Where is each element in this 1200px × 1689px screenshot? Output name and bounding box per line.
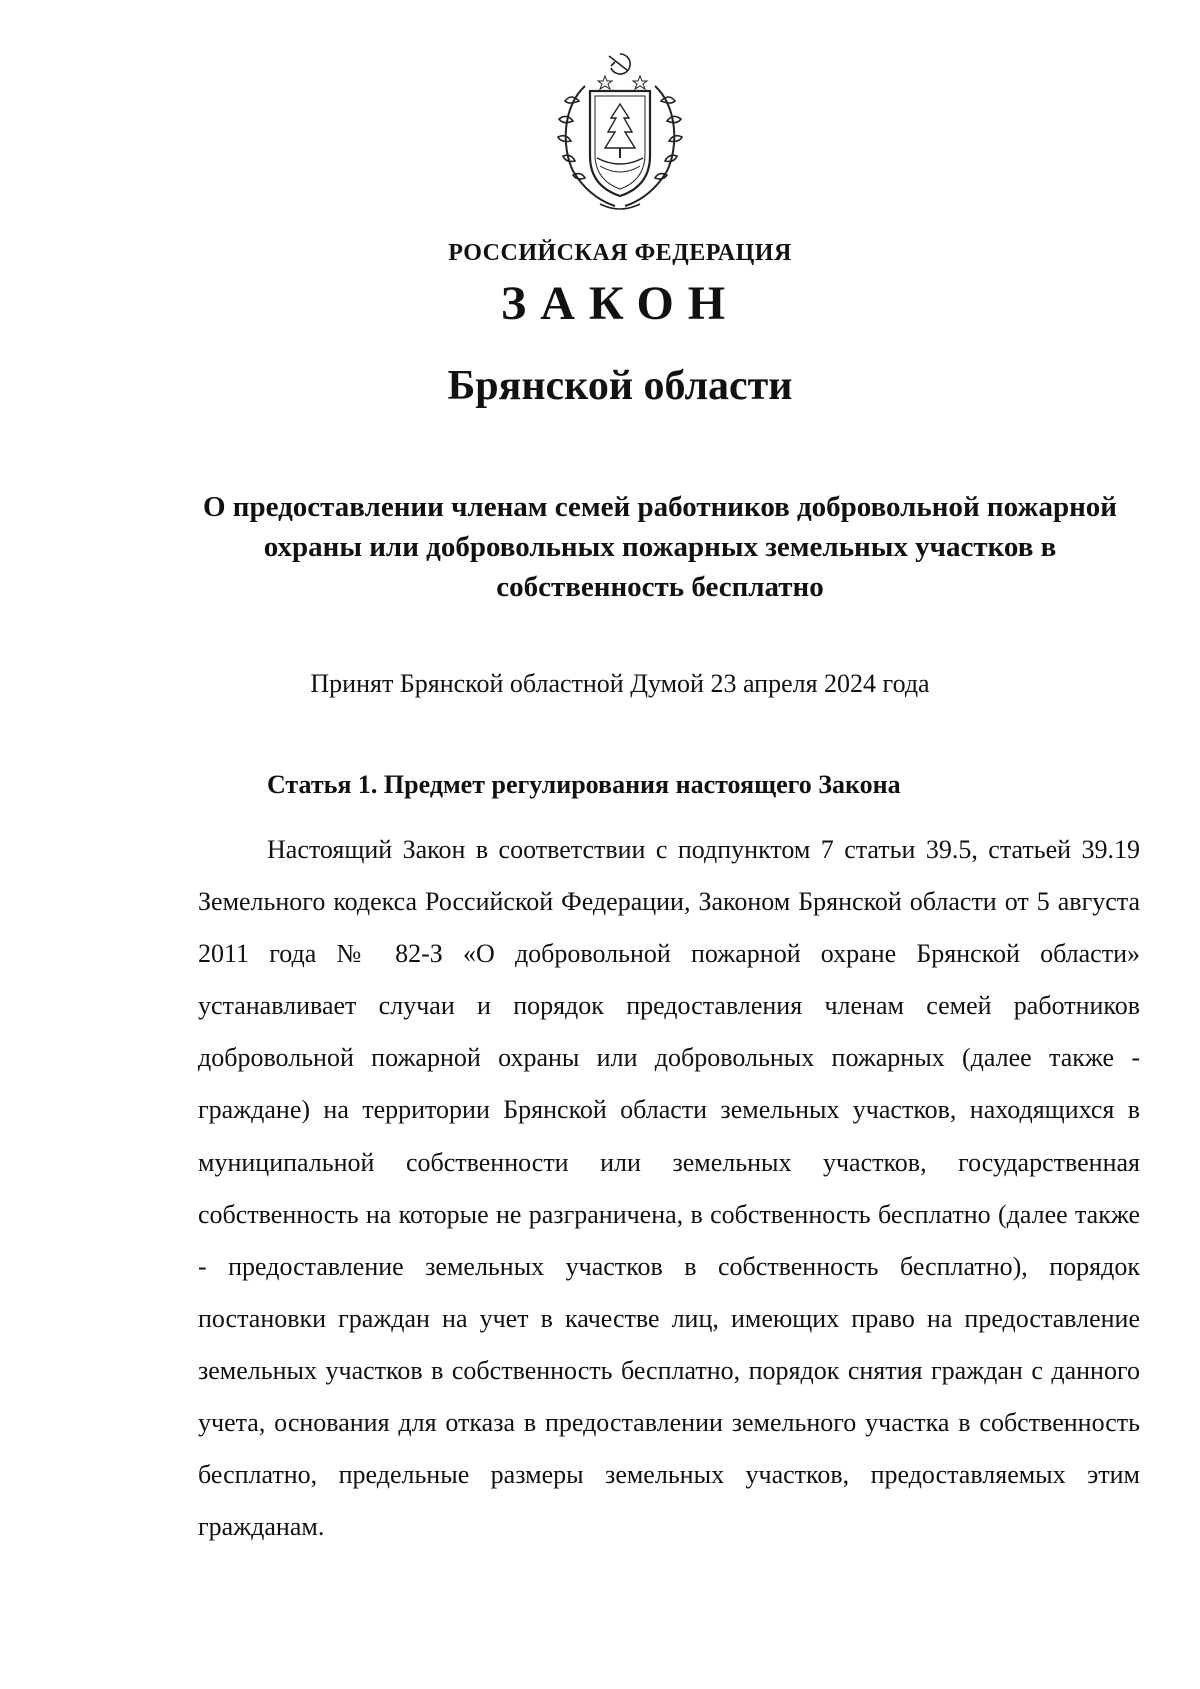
country-name: РОССИЙСКАЯ ФЕДЕРАЦИЯ bbox=[448, 240, 792, 266]
region-name: Брянской области bbox=[447, 363, 793, 409]
adoption-note: Принят Брянской областной Думой 23 апреля 2024 года bbox=[310, 669, 930, 698]
coat-of-arms-icon bbox=[545, 46, 695, 216]
article-1-heading: Статья 1. Предмет регулирования настоящего Закона bbox=[267, 770, 901, 799]
document-type: ЗАКОН bbox=[500, 277, 740, 330]
article-1-body: Настоящий Закон в соответствии с подпунктом 7 статьи 39.5, статьей 39.19 Земельного кодекса Российской Федерации, Законом Брянской области от 5 августа 2011 года № 82-З «О добровольной пожарной охране Брянской области» устанавливает случаи и порядок предоставления членам семей работников добровольной пожарной охраны или добровольных пожарных (далее также - граждане) на территории Брянской области земельных участков, находящихся в муниципальной собственности или земельных участков, государственная собственность на которые не разграничена, в собственность бесплатно (далее также - предоставление земельных участков в собственность бесплатно), порядок постановки граждан на учет в качестве лиц, имеющих право на предоставление земельных участков в собственность бесплатно, порядок снятия граждан с данного учета, основания для отказа в предоставлении земельного участка в собственность бесплатно, предельные размеры земельных участков, предоставляемых этим гражданам. bbox=[198, 835, 1140, 1542]
law-title: О предоставлении членам семей работников добровольной пожарной охраны или добровольных пожарных земельных участков в собственность бесплатно bbox=[203, 491, 1117, 603]
